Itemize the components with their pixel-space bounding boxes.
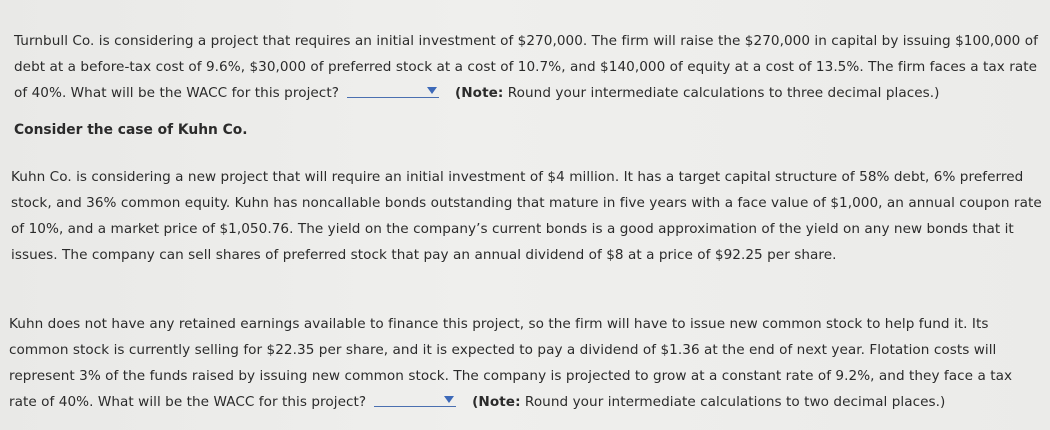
description-line: issues. The company can sell shares of preferred stock that pay an annual dividend of $8 at a price of $92.25 per share. <box>11 247 837 263</box>
note-text: Round your intermediate calculations to three decimal places.) <box>503 85 940 101</box>
turnbull-question <box>14 28 1044 106</box>
question-line: represent 3% of the funds raised by issuing new common stock. The company is projected to grow at a constant rate of 9.2%, and they face a tax <box>9 368 1013 384</box>
rounding-note <box>472 394 945 410</box>
question-line: Kuhn does not have any retained earnings available to finance this project, so the firm will have to issue new common stock to help fund it. Its <box>9 316 989 332</box>
question-line: debt at a before-tax cost of 9.6%, $30,000 of preferred stock at a cost of 10.7%, and $140,000 of equity at a cost of 13.5%. The firm faces a tax rate <box>14 59 1038 75</box>
note-label: (Note: <box>472 394 521 410</box>
wacc-answer-dropdown[interactable] <box>347 81 439 98</box>
caret-down-icon[interactable] <box>444 396 454 403</box>
question-line <box>14 80 1044 106</box>
question-line: Turnbull Co. is considering a project that requires an initial investment of $270,000. The firm will raise the $270,000 in capital by issuing $100,000 of <box>14 33 1038 49</box>
description-line: stock, and 36% common equity. Kuhn has noncallable bonds outstanding that mature in five years with a face value of $1,000, an annual coupon rate <box>11 195 1042 211</box>
description-line: of 10%, and a market price of $1,050.76. The yield on the company’s current bonds is a good approximation of the yield on any new bonds that it <box>11 221 1014 237</box>
question-text: rate of 40%. What will be the WACC for this project? <box>9 394 367 410</box>
question-line <box>9 389 1039 415</box>
wacc-answer-dropdown[interactable] <box>374 390 456 407</box>
question-line: common stock is currently selling for $22.35 per share, and it is expected to pay a dividend of $1.36 at the end of next year. Flotation costs will <box>9 342 997 358</box>
section-heading: Consider the case of Kuhn Co. <box>14 122 248 138</box>
question-text: of 40%. What will be the WACC for this project? <box>14 85 339 101</box>
note-label: (Note: <box>454 85 504 101</box>
rounding-note <box>455 85 940 101</box>
note-text: Round your intermediate calculations to two decimal places.) <box>520 394 946 410</box>
kuhn-description <box>11 164 1041 268</box>
description-line: Kuhn Co. is considering a new project that will require an initial investment of $4 million. It has a target capital structure of 58% debt, 6% preferred <box>11 169 1024 185</box>
caret-down-icon[interactable] <box>427 87 437 94</box>
kuhn-question <box>9 311 1039 415</box>
